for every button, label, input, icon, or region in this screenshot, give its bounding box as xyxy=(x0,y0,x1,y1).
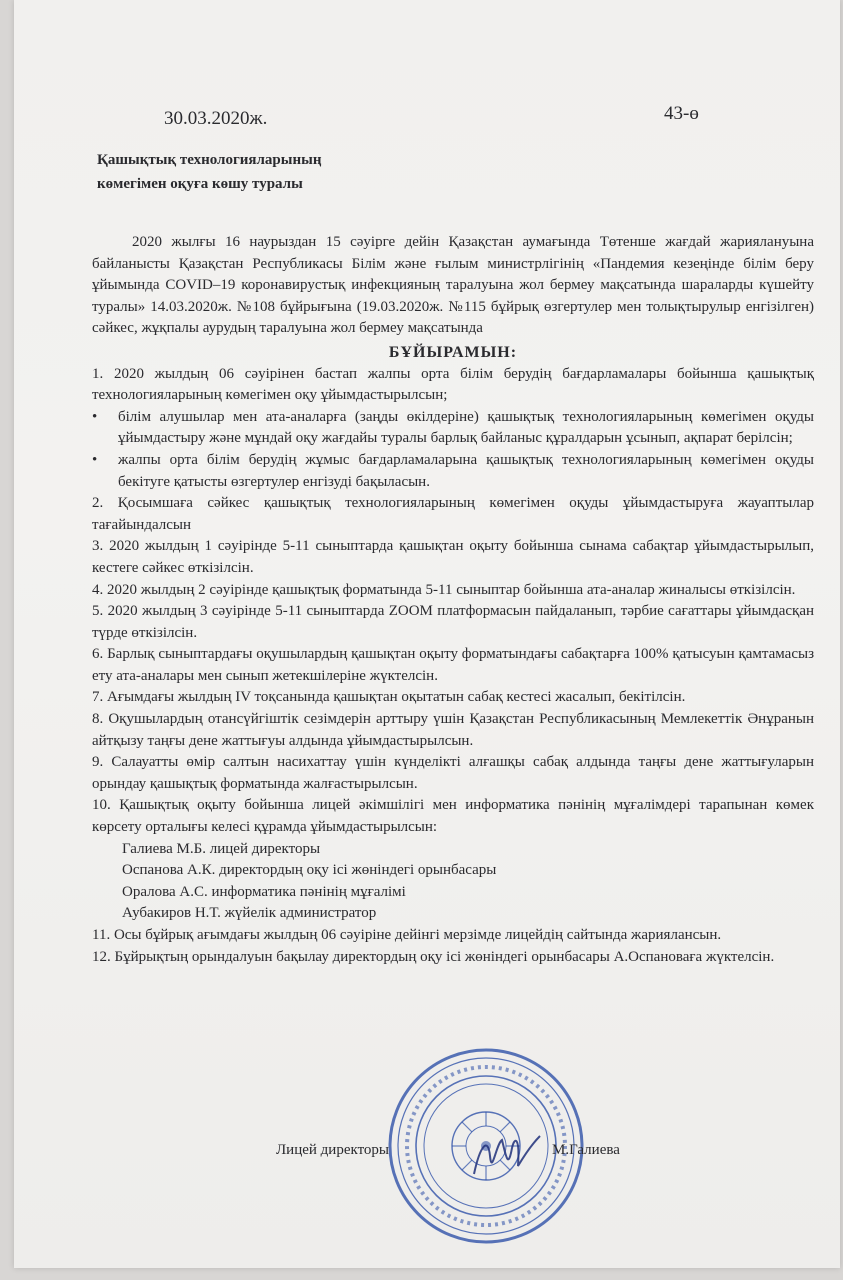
intro-paragraph: 2020 жылғы 16 наурыздан 15 сәуірге дейін Қазақстан аумағында Төтенше жағдай жариялануына байланысты Қазақстан Республикасы Білім және ғылым министрлігінің «Пандемия кезеңінде білім беру ұйымында COVID–19 коронавирустық инфекцияның таралуына жол бермеу мақсатында шараларды күшейту туралы» 14.03.2020ж. №108 бұйрығына (19.03.2020ж. №115 бұйрық өзгертулер мен толықтырулыр енгізілген) сәйкес, жұқпалы аурудың таралуына жол бермеу мақсатында xyxy=(92,234,814,337)
committee-member: Аубакиров Н.Т. жүйелік администратор xyxy=(122,905,377,922)
bullet-icon: • xyxy=(92,408,98,425)
subject-line-1: Қашықтық технологияларының xyxy=(97,152,322,168)
committee-member: Оспанова А.К. директордың оқу ісі жөніндегі орынбасары xyxy=(122,862,497,879)
signature-name: М.Галиева xyxy=(552,1142,620,1158)
order-body xyxy=(92,232,814,968)
order-item-4: 4. 2020 жылдың 2 сәуірінде қашықтық форматында 5-11 сыныптар бойынша ата-аналар жиналысы өткізілсін. xyxy=(92,581,796,598)
bullet-text: жалпы орта білім берудің жұмыс бағдарламаларына қашықтық технологияларының көмегімен оқуды бекітуге қатысты өзгертулер енгізуді бақыласын. xyxy=(118,451,814,490)
committee-member: Оралова А.С. информатика пәнінің мұғалімі xyxy=(122,883,406,900)
signature-title: Лицей директоры xyxy=(276,1142,390,1158)
order-item-1: 1. 2020 жылдың 06 сәуірінен бастап жалпы орта білім берудің бағдарламалары бойынша қашықтық технологияларының көмегімен оқу ұйымдастырылсын; xyxy=(92,365,814,404)
order-subject xyxy=(97,148,417,196)
order-item-7: 7. Ағымдағы жылдың IV тоқсанында қашықтан оқытатын сабақ кестесі жасалып, бекітілсін. xyxy=(92,689,686,706)
order-item-12: 12. Бұйрықтың орындалуын бақылау директордың оқу ісі жөніндегі орынбасары А.Оспановаға жүктелсін. xyxy=(92,948,775,965)
order-item-9: 9. Салауатты өмір салтын насихаттау үшін күнделікті алғашқы сабақ алдында таңғы дене жаттығуларын орындау қашықтық форматында жалғастырылсын. xyxy=(92,754,814,792)
bullet-text: білім алушылар мен ата-аналарға (заңды өкілдеріне) қашықтық технологияларының көмегімен оқуды ұйымдастыру және мұндай оқу жағдайы туралы барлық байланыс құралдарын ұсынып, ақпарат берілсін; xyxy=(118,408,814,447)
order-number: 43-ө xyxy=(664,103,699,124)
order-item-11: 11. Осы бұйрық ағымдағы жылдың 06 сәуіріне дейінгі мерзімде лицейдің сайтында жариялансын. xyxy=(92,927,722,943)
bullet-item-2 xyxy=(92,450,814,493)
order-date: 30.03.2020ж. xyxy=(164,108,268,129)
order-item-2: 2. Қосымшаға сәйкес қашықтық технологияларының көмегімен оқуды ұйымдастыруға жауаптылар тағайындалсын xyxy=(92,495,814,533)
order-item-8: 8. Оқушылардың отансүйгіштік сезімдерін арттыру үшін Қазақстан Республикасының Мемлекеттік Әнұранын айтқызу таңғы дене жаттығуы алдында ұйымдастырылсын. xyxy=(92,711,814,749)
order-item-6: 6. Барлық сыныптардағы оқушылардың қашықтан оқыту форматындағы сабақтарға 100% қатысуын қамтамасыз ету ата-аналары мен сынып жетекшілеріне жүктелсін. xyxy=(92,646,814,684)
committee-member: Галиева М.Б. лицей директоры xyxy=(122,840,321,857)
document-page xyxy=(14,0,840,1268)
order-item-3: 3. 2020 жылдың 1 сәуірінде 5-11 сыныптарда қашықтан оқыту бойынша сынама сабақтар ұйымдастырылып, кестеге сәйкес өткізілсін. xyxy=(92,538,814,576)
handwritten-signature-icon xyxy=(466,1126,546,1186)
bullet-item-1 xyxy=(92,407,814,450)
subject-line-2: көмегімен оқуға көшу туралы xyxy=(97,176,303,192)
order-item-10: 10. Қашықтық оқыту бойынша лицей әкімшілігі мен информатика пәнінің мұғалімдері тарапынан көмек көрсету орталығы келесі құрамда ұйымдастырылсын: xyxy=(92,797,814,836)
order-heading: БҰЙЫРАМЫН: xyxy=(388,343,518,361)
bullet-icon: • xyxy=(92,451,98,468)
order-item-5: 5. 2020 жылдың 3 сәуірінде 5-11 сыныптарда ZOOM платформасын пайдаланып, тәрбие сағаттары ұйымдасқан түрде өткізілсін. xyxy=(92,603,814,641)
